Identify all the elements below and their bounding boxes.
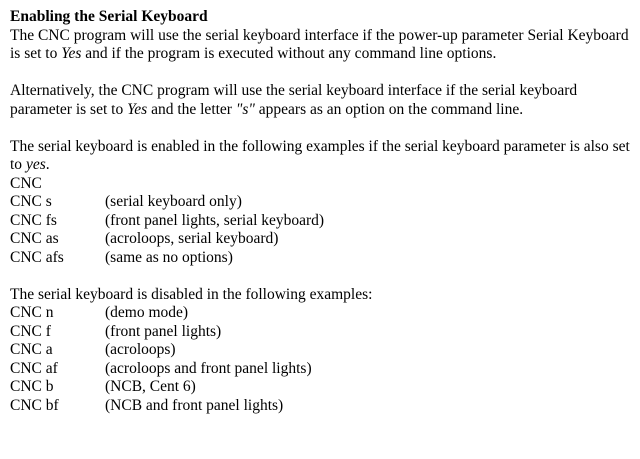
command-cell: CNC f: [10, 322, 51, 340]
enabled-intro-paragraph: [10, 138, 640, 175]
command-cell: CNC fs: [10, 211, 57, 229]
disabled-intro-paragraph: The serial keyboard is disabled in the following examples:: [10, 285, 373, 303]
description-cell: (NCB, Cent 6): [105, 378, 196, 395]
command-cell: CNC s: [10, 193, 52, 210]
description-cell: (acroloops, serial keyboard): [105, 230, 279, 247]
description-cell: [105, 175, 324, 194]
command-cell: CNC af: [10, 359, 58, 377]
enabled-italic-yes: yes: [25, 156, 46, 173]
alt-italic-s: "s": [235, 100, 255, 118]
command-cell: CNC bf: [10, 396, 59, 414]
alt-text-2: and the letter: [147, 100, 236, 118]
intro-italic-yes: Yes: [61, 45, 82, 62]
description-cell: (front panel lights): [105, 322, 222, 340]
intro-text-1: The CNC program will use the serial keyboard interface if the power-up parameter Serial Keyboard is set to: [10, 26, 629, 62]
table-row: [10, 341, 312, 360]
description-cell: (same as no options): [105, 248, 233, 266]
description-cell: (serial keyboard only): [105, 193, 242, 210]
table-row: [10, 230, 324, 249]
table-row: [10, 397, 312, 416]
description-cell: (front panel lights, serial keyboard): [105, 211, 325, 229]
alternative-paragraph: [10, 82, 640, 119]
command-cell: CNC n: [10, 304, 54, 321]
table-row: [10, 249, 324, 268]
section-heading: Enabling the Serial Keyboard: [10, 8, 208, 25]
description-cell: (NCB and front panel lights): [105, 396, 284, 414]
command-cell: CNC as: [10, 230, 59, 247]
command-cell: CNC b: [10, 378, 54, 395]
table-row: [10, 304, 312, 323]
description-cell: (acroloops): [105, 341, 176, 358]
description-cell: (demo mode): [105, 304, 189, 321]
enabled-text-1: The serial keyboard is enabled in the following examples if the serial keyboard parameter is also set to: [10, 137, 630, 173]
alt-text-1: Alternatively, the CNC program will use the serial keyboard interface if the serial keyboard parameter is set to: [10, 82, 578, 118]
disabled-examples-table: [10, 304, 312, 415]
description-cell: (acroloops and front panel lights): [105, 359, 312, 377]
intro-paragraph: [10, 27, 640, 64]
table-row: [10, 378, 312, 397]
table-row: [10, 212, 324, 231]
alt-text-3: appears as an option on the command line.: [254, 100, 524, 118]
command-cell: CNC a: [10, 341, 53, 358]
intro-text-2: and if the program is executed without any command line options.: [81, 45, 497, 62]
table-row: [10, 193, 324, 212]
command-cell: CNC: [10, 174, 42, 192]
table-row: [10, 323, 312, 342]
table-row: [10, 360, 312, 379]
table-row: [10, 175, 324, 194]
enabled-text-2: .: [45, 156, 50, 173]
command-cell: CNC afs: [10, 248, 64, 266]
enabled-examples-table: [10, 175, 324, 268]
alt-italic-yes: Yes: [127, 100, 148, 118]
